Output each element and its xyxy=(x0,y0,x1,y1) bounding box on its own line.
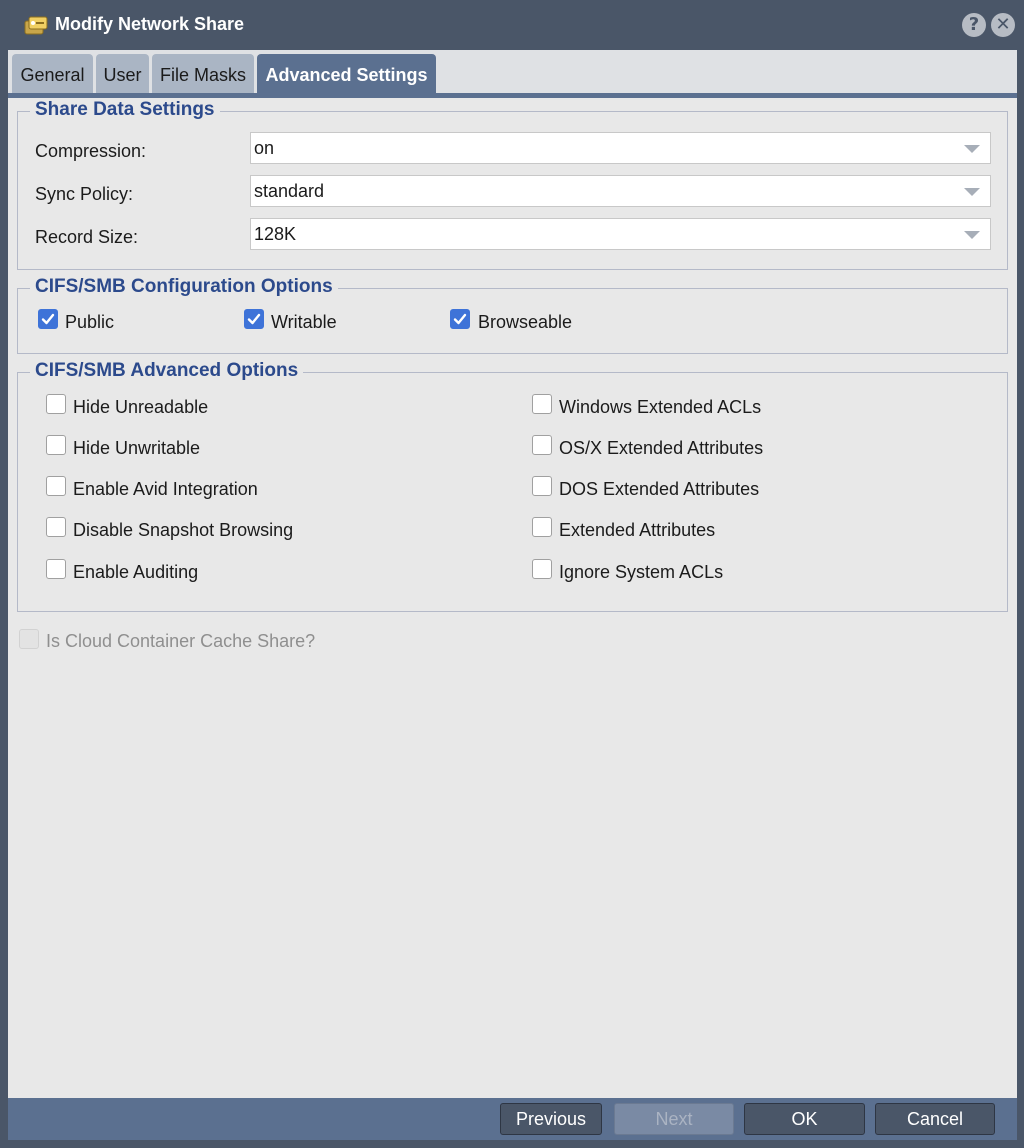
sync-policy-value: standard xyxy=(254,181,325,201)
browseable-label: Browseable xyxy=(478,312,573,332)
compression-value: on xyxy=(254,138,275,158)
compression-select[interactable] xyxy=(250,132,991,164)
disable-snapshot-browsing-checkbox[interactable] xyxy=(46,517,66,537)
writable-label: Writable xyxy=(271,312,337,332)
compression-label: Compression: xyxy=(35,141,147,161)
chevron-down-icon[interactable] xyxy=(964,145,980,153)
previous-button[interactable]: Previous xyxy=(500,1103,602,1135)
osx-extended-attributes-checkbox[interactable] xyxy=(532,435,552,455)
record-size-value: 128K xyxy=(254,224,297,244)
check-icon xyxy=(247,312,261,326)
ignore-system-acls-checkbox[interactable] xyxy=(532,559,552,579)
share-data-settings-legend: Share Data Settings xyxy=(30,98,220,122)
cifs-config-fieldset xyxy=(17,276,1008,354)
public-checkbox[interactable] xyxy=(38,309,58,329)
dialog-title: Modify Network Share xyxy=(55,14,245,34)
ignore-system-acls-label: Ignore System ACLs xyxy=(559,562,724,582)
cifs-advanced-fieldset xyxy=(17,360,1008,612)
network-share-icon xyxy=(24,14,48,36)
cifs-advanced-legend: CIFS/SMB Advanced Options xyxy=(30,359,303,383)
writable-checkbox[interactable] xyxy=(244,309,264,329)
dialog-body xyxy=(8,50,1017,1098)
extended-attributes-label: Extended Attributes xyxy=(559,520,716,540)
tab-advanced-settings[interactable]: Advanced Settings xyxy=(257,54,436,93)
close-icon[interactable]: ✕ xyxy=(991,13,1015,37)
dos-extended-attributes-label: DOS Extended Attributes xyxy=(559,479,760,499)
tab-general[interactable]: General xyxy=(12,54,93,93)
check-icon xyxy=(453,312,467,326)
disable-snapshot-browsing-label: Disable Snapshot Browsing xyxy=(73,520,294,540)
dialog-footer xyxy=(8,1098,1017,1140)
advanced-settings-panel xyxy=(8,98,1017,1098)
sync-policy-label: Sync Policy: xyxy=(35,184,134,204)
cloud-container-cache-label: Is Cloud Container Cache Share? xyxy=(46,631,316,651)
share-data-settings-fieldset xyxy=(17,99,1008,270)
tab-strip xyxy=(8,50,1017,93)
enable-avid-integration-checkbox[interactable] xyxy=(46,476,66,496)
hide-unreadable-checkbox[interactable] xyxy=(46,394,66,414)
chevron-down-icon[interactable] xyxy=(964,188,980,196)
windows-extended-acls-checkbox[interactable] xyxy=(532,394,552,414)
ok-button[interactable]: OK xyxy=(744,1103,865,1135)
enable-auditing-checkbox[interactable] xyxy=(46,559,66,579)
help-icon[interactable]: ? xyxy=(962,13,986,37)
tab-file-masks[interactable]: File Masks xyxy=(152,54,254,93)
osx-extended-attributes-label: OS/X Extended Attributes xyxy=(559,438,764,458)
cifs-config-legend: CIFS/SMB Configuration Options xyxy=(30,275,338,299)
next-button: Next xyxy=(614,1103,734,1135)
enable-avid-integration-label: Enable Avid Integration xyxy=(73,479,258,499)
windows-extended-acls-label: Windows Extended ACLs xyxy=(559,397,762,417)
sync-policy-select[interactable] xyxy=(250,175,991,207)
cloud-container-cache-checkbox xyxy=(19,629,39,649)
hide-unwritable-label: Hide Unwritable xyxy=(73,438,201,458)
check-icon xyxy=(41,312,55,326)
extended-attributes-checkbox[interactable] xyxy=(532,517,552,537)
hide-unreadable-label: Hide Unreadable xyxy=(73,397,209,417)
title-bar[interactable] xyxy=(0,0,1024,50)
enable-auditing-label: Enable Auditing xyxy=(73,562,199,582)
cancel-button[interactable]: Cancel xyxy=(875,1103,995,1135)
dos-extended-attributes-checkbox[interactable] xyxy=(532,476,552,496)
public-label: Public xyxy=(65,312,115,332)
record-size-select[interactable] xyxy=(250,218,991,250)
hide-unwritable-checkbox[interactable] xyxy=(46,435,66,455)
browseable-checkbox[interactable] xyxy=(450,309,470,329)
chevron-down-icon[interactable] xyxy=(964,231,980,239)
tab-user[interactable]: User xyxy=(96,54,149,93)
record-size-label: Record Size: xyxy=(35,227,139,247)
